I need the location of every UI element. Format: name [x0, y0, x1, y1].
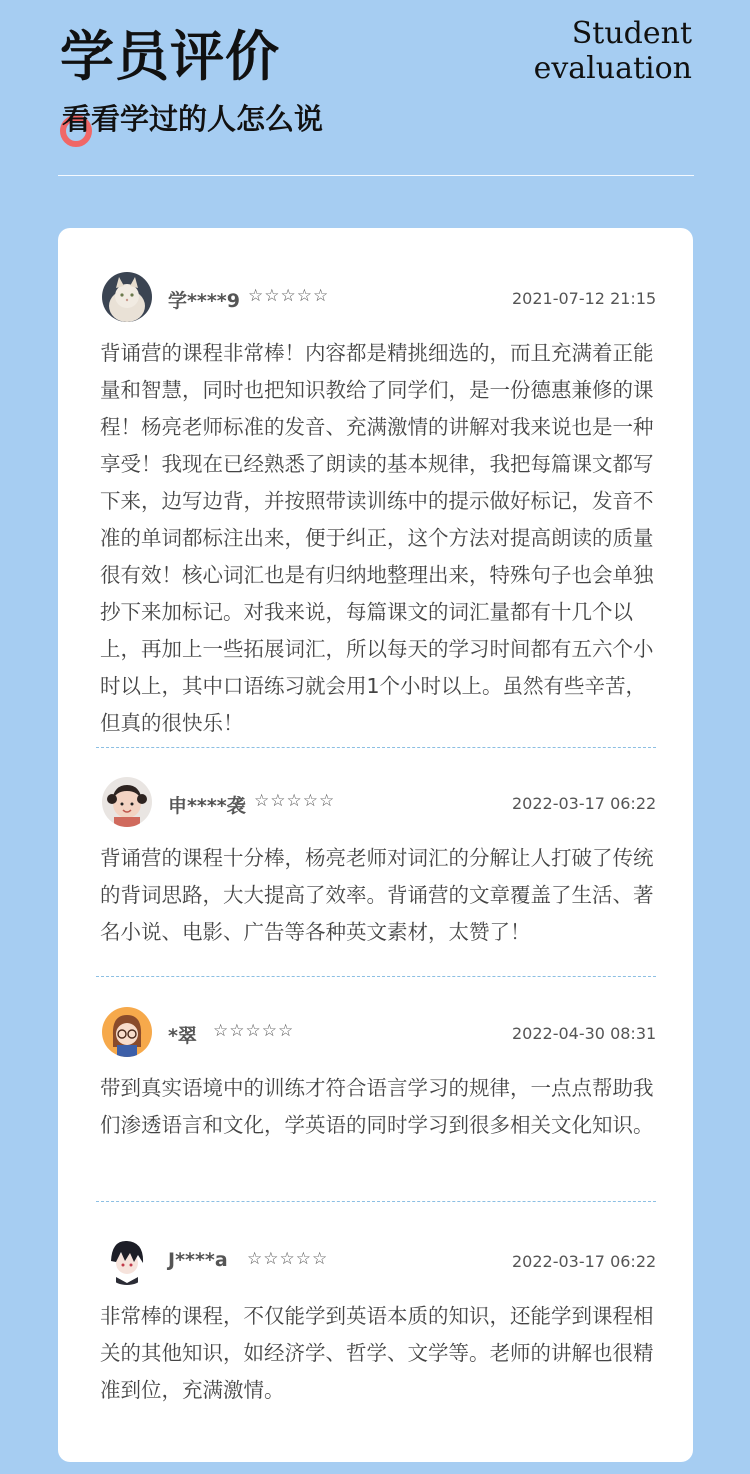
reviews-card	[58, 228, 693, 1462]
english-heading	[534, 16, 692, 86]
rating-stars: ☆☆☆☆☆	[213, 1021, 295, 1041]
rating-stars: ☆☆☆☆☆	[254, 791, 336, 811]
header-divider	[58, 175, 694, 176]
english-heading-line1: Student	[571, 16, 692, 51]
avatar[interactable]	[102, 777, 152, 827]
review-text: 带到真实语境中的训练才符合语言学习的规律，一点点帮助我们渗透语言和文化，学英语的同时学习到很多相关文化知识。	[100, 1076, 654, 1137]
review-date: 2022-03-17 06:22	[512, 1252, 657, 1271]
review-date: 2022-04-30 08:31	[512, 1024, 657, 1043]
review-divider	[96, 1201, 656, 1202]
reviewer-name: J****a	[168, 1249, 228, 1271]
review-text: 背诵营的课程十分棒，杨亮老师对词汇的分解让人打破了传统的背词思路，大大提高了效率。背诵营的文章覆盖了生活、著名小说、电影、广告等各种英文素材，太赞了！	[100, 846, 654, 944]
review-date: 2022-03-17 06:22	[512, 794, 657, 813]
english-heading-line2: evaluation	[533, 51, 692, 86]
review-divider	[96, 976, 656, 977]
avatar[interactable]	[102, 1235, 152, 1285]
review-divider	[96, 747, 656, 748]
review-date: 2021-07-12 21:15	[512, 289, 657, 308]
page-title: 学员评价	[60, 25, 280, 88]
avatar[interactable]	[102, 272, 152, 322]
reviewer-name: 学****9	[168, 290, 240, 312]
reviewer-name: *翠	[168, 1025, 197, 1047]
page-subtitle: 看看学过的人怎么说	[62, 102, 324, 136]
reviewer-name: 申****袭	[168, 795, 246, 817]
review-text: 背诵营的课程非常棒！内容都是精挑细选的，而且充满着正能量和智慧，同时也把知识教给了同学们，是一份德惠兼修的课程！杨亮老师标准的发音、充满激情的讲解对我来说也是一种享受！我现在已经熟悉了朗读的基本规律，我把每篇课文都写下来，边写边背，并按照带读训练中的提示做好标记，发音不准的单词都标注出来，便于纠正，这个方法对提高朗读的质量很有效！核心词汇也是有归纳地整理出来，特殊句子也会单独抄下来加标记。对我来说，每篇课文的词汇量都有十几个以上，再加上一些拓展词汇，所以每天的学习时间都有五六个小时以上，其中口语练习就会用1个小时以上。虽然有些辛苦，但真的很快乐！	[100, 341, 654, 735]
rating-stars: ☆☆☆☆☆	[247, 1249, 329, 1269]
avatar[interactable]	[102, 1007, 152, 1057]
review-text: 非常棒的课程，不仅能学到英语本质的知识，还能学到课程相关的其他知识，如经济学、哲学、文学等。老师的讲解也很精准到位，充满激情。	[100, 1304, 654, 1402]
rating-stars: ☆☆☆☆☆	[248, 286, 330, 306]
